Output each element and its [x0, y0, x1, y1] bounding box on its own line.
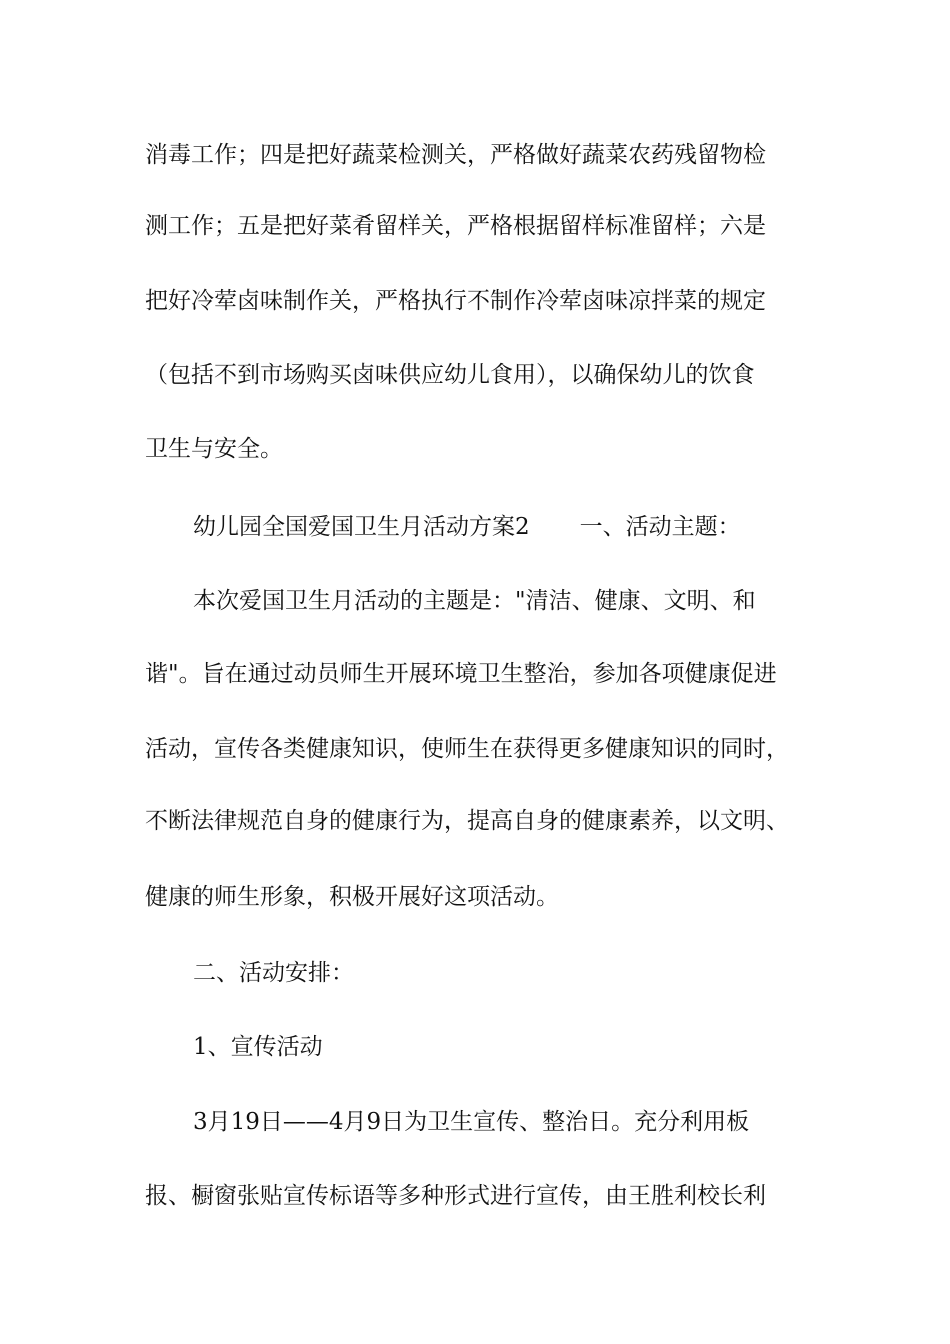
section1-heading: 一、活动主题：	[579, 514, 741, 540]
paragraph-line: 测工作；五是把好菜肴留样关，严格根据留样标准留样；六是	[145, 213, 766, 239]
item1-heading: 1、宣传活动	[193, 1034, 323, 1060]
section2-heading: 二、活动安排：	[193, 960, 354, 986]
paragraph-line: （包括不到市场购买卤味供应幼儿食用），以确保幼儿的饮食	[145, 362, 755, 388]
paragraph-line: 把好冷荤卤味制作关，严格执行不制作冷荤卤味凉拌菜的规定	[145, 288, 766, 314]
item1-line: 3月19日——4月9日为卫生宣传、整治日。充分利用板	[193, 1109, 750, 1135]
paragraph-line: 消毒工作；四是把好蔬菜检测关，严格做好蔬菜农药残留物检	[145, 142, 766, 168]
theme-line: 活动，宣传各类健康知识，使师生在获得更多健康知识的同时，	[145, 736, 789, 762]
paragraph-line: 卫生与安全。	[145, 436, 283, 462]
theme-line: 谐"。旨在通过动员师生开展环境卫生整治，参加各项健康促进	[145, 661, 777, 687]
plan-title-line	[193, 512, 873, 542]
theme-line: 本次爱国卫生月活动的主题是："清洁、健康、文明、和	[193, 588, 756, 614]
theme-line: 健康的师生形象，积极开展好这项活动。	[145, 884, 559, 910]
item1-line: 报、橱窗张贴宣传标语等多种形式进行宣传，由王胜利校长利	[145, 1183, 766, 1209]
theme-line: 不断法律规范自身的健康行为，提高自身的健康素养，以文明、	[145, 808, 789, 834]
plan-title: 幼儿园全国爱国卫生月活动方案2	[193, 514, 530, 540]
